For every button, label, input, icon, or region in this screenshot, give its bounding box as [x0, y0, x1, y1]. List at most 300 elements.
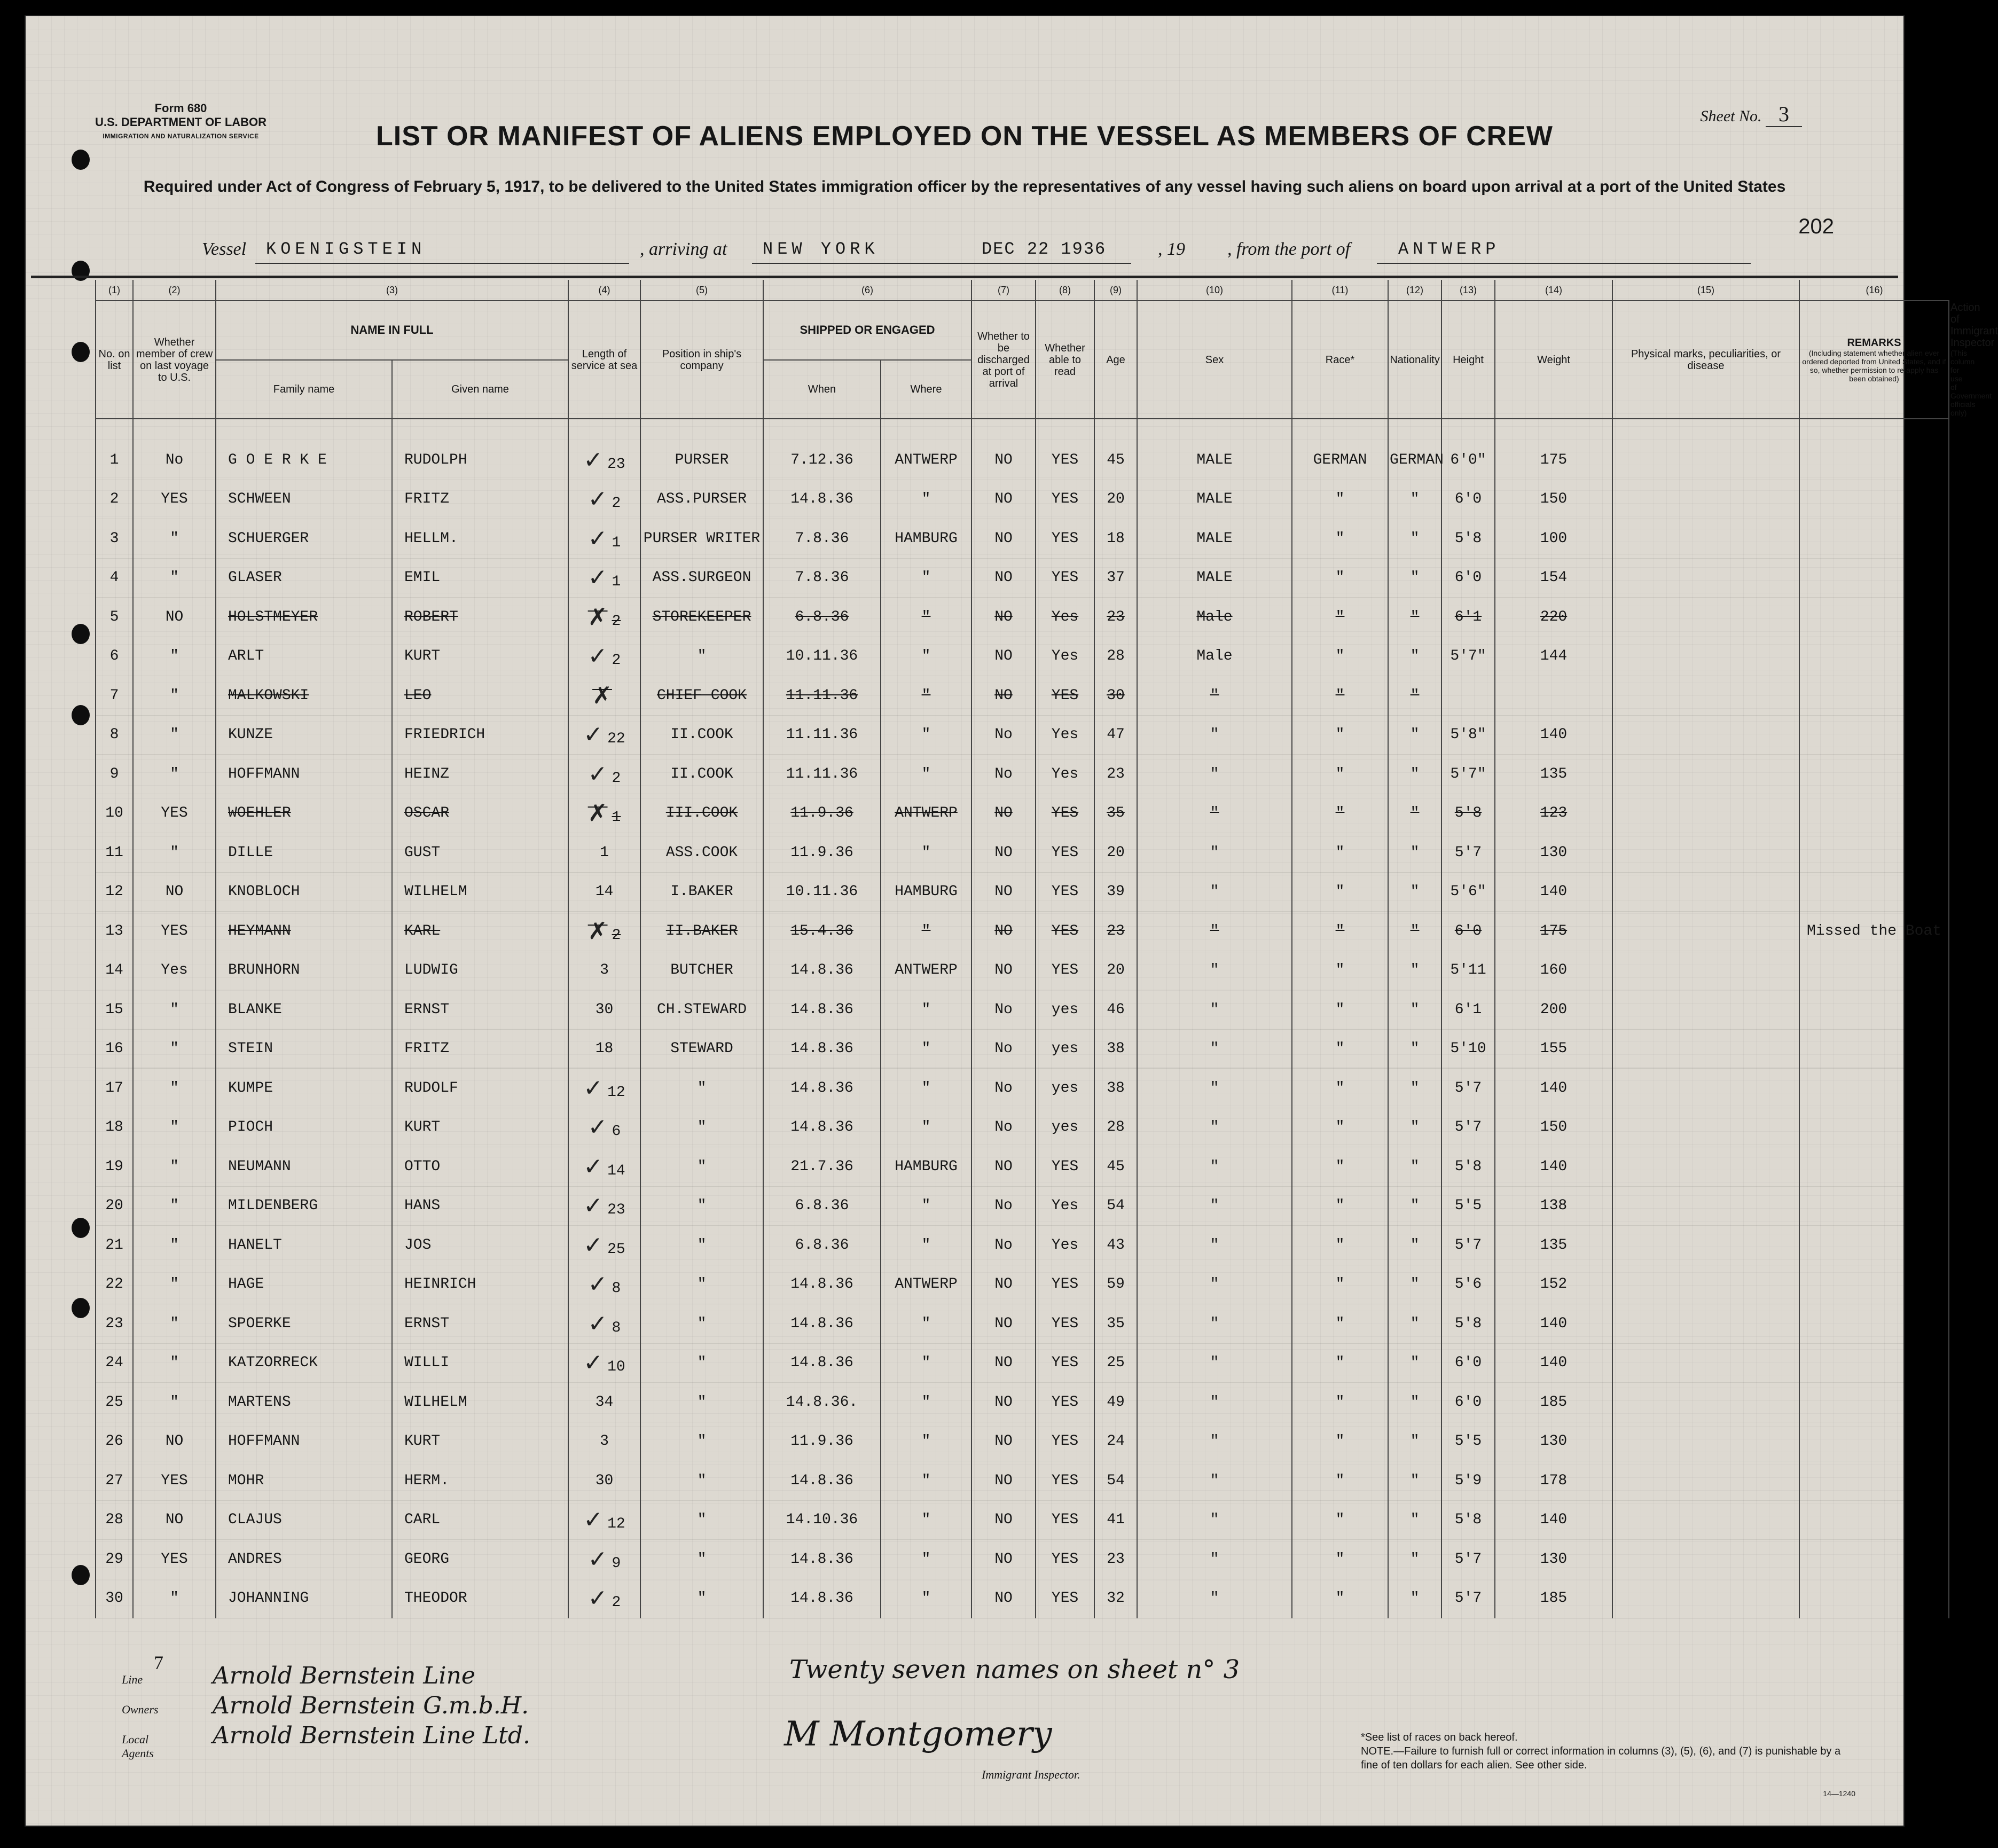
- cell-discharged: NO: [971, 912, 1036, 951]
- table-body: [96, 419, 1949, 1618]
- cell-family-name: KNOBLOCH: [216, 872, 392, 912]
- cell-race: ": [1292, 833, 1388, 873]
- cell-height: 5'6: [1441, 1265, 1495, 1304]
- cell-sex: ": [1137, 1029, 1292, 1069]
- cell-row-number: 27: [96, 1461, 133, 1501]
- cell-position: II.COOK: [640, 715, 763, 755]
- cell-shipped-when: 14.8.36: [763, 1461, 881, 1501]
- cell-sex: ": [1137, 1304, 1292, 1344]
- cell-family-name: MARTENS: [216, 1383, 392, 1422]
- cell-length-service: [568, 419, 640, 480]
- underline: [971, 263, 1131, 264]
- cell-shipped-where: ": [881, 912, 971, 951]
- cell-age: 54: [1094, 1186, 1137, 1226]
- cell-discharged: NO: [971, 1147, 1036, 1187]
- cell-shipped-when: 7.12.36: [763, 419, 881, 480]
- cell-height: 5'7: [1441, 1540, 1495, 1579]
- cell-family-name: HOFFMANN: [216, 1422, 392, 1461]
- table-row: [96, 419, 1949, 480]
- cell-race: ": [1292, 1422, 1388, 1461]
- cell-age: 38: [1094, 1029, 1137, 1069]
- cell-shipped-when: 7.8.36: [763, 558, 881, 598]
- check-mark: ✓: [583, 1506, 604, 1534]
- cell-given-name: ERNST: [392, 990, 568, 1030]
- cell-remarks: [1799, 833, 1949, 873]
- cell-race: ": [1292, 1186, 1388, 1226]
- vessel-line: [202, 239, 1818, 267]
- cell-discharged: No: [971, 1226, 1036, 1265]
- cell-age: 24: [1094, 1422, 1137, 1461]
- cell-physical-marks: [1612, 872, 1799, 912]
- cell-shipped-when: 14.8.36: [763, 480, 881, 519]
- cell-given-name: KARL: [392, 912, 568, 951]
- cell-able-read: yes: [1036, 1069, 1094, 1108]
- cell-row-number: 1: [96, 419, 133, 480]
- manifest-sheet: [25, 15, 1998, 1827]
- cell-race: ": [1292, 1383, 1388, 1422]
- cell-position: CH.STEWARD: [640, 990, 763, 1030]
- cell-sex: Male: [1137, 637, 1292, 676]
- table-row: [96, 794, 1949, 833]
- cell-sex: MALE: [1137, 558, 1292, 598]
- cell-length-service: [568, 1226, 640, 1265]
- cell-shipped-when: 21.7.36: [763, 1147, 881, 1187]
- cell-nationality: ": [1388, 1579, 1441, 1618]
- cell-prev-voyage: YES: [133, 480, 216, 519]
- check-mark: ✓: [587, 1271, 608, 1298]
- col-num-3: (3): [216, 280, 568, 301]
- cell-able-read: YES: [1036, 480, 1094, 519]
- cell-sex: ": [1137, 1265, 1292, 1304]
- cell-discharged: No: [971, 1069, 1036, 1108]
- cell-age: 20: [1094, 480, 1137, 519]
- cell-shipped-where: ": [881, 637, 971, 676]
- cell-age: 38: [1094, 1069, 1137, 1108]
- col-num-16: (16): [1799, 280, 1949, 301]
- cell-position: ": [640, 1186, 763, 1226]
- cell-shipped-where: HAMBURG: [881, 519, 971, 559]
- cell-able-read: YES: [1036, 558, 1094, 598]
- cell-age: 23: [1094, 912, 1137, 951]
- page-subtitle: Required under Act of Congress of February 5, 1917, to be delivered to the United States immigration officer by the representatives of any vessel having such aliens on board upon arrival at a port of the United States: [143, 178, 1786, 195]
- cell-length-service: [568, 1540, 640, 1579]
- cell-race: ": [1292, 480, 1388, 519]
- cell-row-number: 19: [96, 1147, 133, 1187]
- cell-given-name: ERNST: [392, 1304, 568, 1344]
- header-rule: [31, 276, 1898, 278]
- cell-row-number: 2: [96, 480, 133, 519]
- header-given-name: Given name: [392, 360, 568, 419]
- cell-shipped-when: 10.11.36: [763, 872, 881, 912]
- cell-sex: ": [1137, 1540, 1292, 1579]
- cell-race: ": [1292, 637, 1388, 676]
- cell-race: ": [1292, 1226, 1388, 1265]
- cell-sex: ": [1137, 1108, 1292, 1147]
- header-no-on-list: No. on list: [96, 301, 133, 419]
- from-label: , from the port of: [1227, 239, 1351, 259]
- cell-remarks: [1799, 676, 1949, 716]
- cell-row-number: 20: [96, 1186, 133, 1226]
- cell-position: ": [640, 1069, 763, 1108]
- cell-height: 5'10: [1441, 1029, 1495, 1069]
- cell-length-service: [568, 1186, 640, 1226]
- punch-hole: [72, 705, 90, 725]
- cell-weight: 130: [1495, 1540, 1612, 1579]
- cell-race: ": [1292, 1265, 1388, 1304]
- cell-row-number: 28: [96, 1500, 133, 1540]
- cell-race: ": [1292, 598, 1388, 637]
- cell-row-number: 11: [96, 833, 133, 873]
- cell-given-name: KURT: [392, 637, 568, 676]
- cell-discharged: NO: [971, 598, 1036, 637]
- service-years: 6: [612, 1123, 621, 1140]
- col-num-11: (11): [1292, 280, 1388, 301]
- cell-weight: 144: [1495, 637, 1612, 676]
- cell-shipped-when: 14.8.36: [763, 1069, 881, 1108]
- cell-shipped-where: ": [881, 480, 971, 519]
- cell-discharged: NO: [971, 1265, 1036, 1304]
- cell-shipped-when: 10.11.36: [763, 637, 881, 676]
- cell-able-read: YES: [1036, 1540, 1094, 1579]
- cell-height: 6'1: [1441, 598, 1495, 637]
- cell-race: ": [1292, 1579, 1388, 1618]
- cell-family-name: HOFFMANN: [216, 755, 392, 794]
- cell-given-name: GUST: [392, 833, 568, 873]
- cell-prev-voyage: ": [133, 755, 216, 794]
- header-when: When: [763, 360, 881, 419]
- cell-shipped-when: 14.8.36: [763, 1540, 881, 1579]
- cell-able-read: Yes: [1036, 1186, 1094, 1226]
- stamp-number: 202: [1798, 215, 1834, 238]
- cell-weight: 100: [1495, 519, 1612, 559]
- cell-able-read: YES: [1036, 1147, 1094, 1187]
- cell-discharged: NO: [971, 1304, 1036, 1344]
- table-row: [96, 1579, 1949, 1618]
- cell-remarks: [1799, 990, 1949, 1030]
- cell-position: ": [640, 1461, 763, 1501]
- cell-shipped-when: 14.8.36: [763, 1343, 881, 1383]
- cell-row-number: 29: [96, 1540, 133, 1579]
- cell-nationality: ": [1388, 480, 1441, 519]
- cell-discharged: No: [971, 755, 1036, 794]
- cell-height: 5'6": [1441, 872, 1495, 912]
- cell-given-name: LUDWIG: [392, 951, 568, 990]
- cell-prev-voyage: Yes: [133, 951, 216, 990]
- cell-row-number: 16: [96, 1029, 133, 1069]
- cell-family-name: MALKOWSKI: [216, 676, 392, 716]
- cell-able-read: YES: [1036, 419, 1094, 480]
- arriving-port: NEW YORK: [763, 239, 879, 259]
- cell-shipped-when: 14.8.36: [763, 1579, 881, 1618]
- footnotes: [1361, 1730, 1842, 1772]
- cell-discharged: NO: [971, 872, 1036, 912]
- cell-nationality: ": [1388, 1108, 1441, 1147]
- cell-race: ": [1292, 912, 1388, 951]
- cell-prev-voyage: NO: [133, 598, 216, 637]
- cell-given-name: GEORG: [392, 1540, 568, 1579]
- check-mark: ✓: [583, 721, 604, 749]
- cell-weight: 185: [1495, 1383, 1612, 1422]
- cell-nationality: ": [1388, 1461, 1441, 1501]
- cell-remarks: Missed the Boat: [1799, 912, 1949, 951]
- cell-remarks: [1799, 1422, 1949, 1461]
- cell-shipped-when: 14.8.36: [763, 1304, 881, 1344]
- cell-shipped-when: 11.9.36: [763, 833, 881, 873]
- cell-race: ": [1292, 1461, 1388, 1501]
- cell-height: 5'7: [1441, 1226, 1495, 1265]
- owners-value: Arnold Bernstein G.m.b.H.: [213, 1692, 529, 1719]
- cell-position: STEWARD: [640, 1029, 763, 1069]
- cell-row-number: 10: [96, 794, 133, 833]
- cell-row-number: 26: [96, 1422, 133, 1461]
- cell-remarks: [1799, 1461, 1949, 1501]
- cell-row-number: 7: [96, 676, 133, 716]
- cell-shipped-where: ": [881, 1069, 971, 1108]
- cell-physical-marks: [1612, 990, 1799, 1030]
- cell-position: ": [640, 1500, 763, 1540]
- cell-prev-voyage: ": [133, 1579, 216, 1618]
- cell-able-read: YES: [1036, 1304, 1094, 1344]
- agents-label: Local Agents: [122, 1733, 154, 1760]
- cell-sex: MALE: [1137, 519, 1292, 559]
- cell-length-service: [568, 1147, 640, 1187]
- cell-height: 5'7: [1441, 1108, 1495, 1147]
- cell-race: ": [1292, 1540, 1388, 1579]
- cell-family-name: HOLSTMEYER: [216, 598, 392, 637]
- service-years: 2: [612, 613, 621, 630]
- col-num-5: (5): [640, 280, 763, 301]
- cell-height: 5'7": [1441, 755, 1495, 794]
- cell-sex: ": [1137, 1186, 1292, 1226]
- cell-nationality: ": [1388, 1029, 1441, 1069]
- cell-physical-marks: [1612, 951, 1799, 990]
- cell-discharged: NO: [971, 1422, 1036, 1461]
- vessel-name: KOENIGSTEIN: [266, 239, 426, 259]
- table-row: [96, 990, 1949, 1030]
- cell-able-read: YES: [1036, 872, 1094, 912]
- table-row: [96, 598, 1949, 637]
- cell-weight: 140: [1495, 1147, 1612, 1187]
- check-mark: ✓: [583, 1192, 604, 1220]
- cell-age: 37: [1094, 558, 1137, 598]
- cell-sex: ": [1137, 912, 1292, 951]
- cell-length-service: [568, 1304, 640, 1344]
- cell-family-name: CLAJUS: [216, 1500, 392, 1540]
- cell-able-read: YES: [1036, 1579, 1094, 1618]
- cell-race: ": [1292, 558, 1388, 598]
- check-mark: ✓: [587, 564, 608, 592]
- cell-discharged: NO: [971, 480, 1036, 519]
- cell-sex: ": [1137, 1343, 1292, 1383]
- cell-family-name: ARLT: [216, 637, 392, 676]
- cell-discharged: NO: [971, 1343, 1036, 1383]
- cell-able-read: YES: [1036, 1343, 1094, 1383]
- cell-physical-marks: [1612, 676, 1799, 716]
- cell-row-number: 6: [96, 637, 133, 676]
- cell-nationality: ": [1388, 1069, 1441, 1108]
- cell-height: 5'5: [1441, 1422, 1495, 1461]
- cell-shipped-when: 6.8.36: [763, 598, 881, 637]
- cell-physical-marks: [1612, 1383, 1799, 1422]
- inspector-label: Immigrant Inspector.: [982, 1768, 1080, 1781]
- check-mark: ✓: [587, 486, 608, 513]
- cell-given-name: OSCAR: [392, 794, 568, 833]
- cell-shipped-when: 6.8.36: [763, 1186, 881, 1226]
- cell-position: STOREKEEPER: [640, 598, 763, 637]
- check-mark: ✓: [587, 1114, 608, 1141]
- cell-shipped-when: 6.8.36: [763, 1226, 881, 1265]
- cell-race: ": [1292, 676, 1388, 716]
- cell-shipped-where: ": [881, 1304, 971, 1344]
- cell-row-number: 13: [96, 912, 133, 951]
- service-years: 25: [607, 1241, 625, 1258]
- check-mark: ✓: [583, 446, 604, 474]
- cell-prev-voyage: ": [133, 1069, 216, 1108]
- cell-height: 5'11: [1441, 951, 1495, 990]
- cell-weight: 152: [1495, 1265, 1612, 1304]
- col-num-6: (6): [763, 280, 971, 301]
- cell-given-name: WILHELM: [392, 1383, 568, 1422]
- cell-position: III.COOK: [640, 794, 763, 833]
- cell-shipped-when: 14.8.36: [763, 990, 881, 1030]
- cell-race: ": [1292, 1029, 1388, 1069]
- table-row: [96, 676, 1949, 716]
- cell-able-read: yes: [1036, 1108, 1094, 1147]
- cell-given-name: EMIL: [392, 558, 568, 598]
- cell-sex: ": [1137, 1147, 1292, 1187]
- cell-discharged: No: [971, 990, 1036, 1030]
- cell-discharged: NO: [971, 833, 1036, 873]
- table-row: [96, 1226, 1949, 1265]
- cell-family-name: GLASER: [216, 558, 392, 598]
- cell-weight: 140: [1495, 1069, 1612, 1108]
- form-number: Form 680: [154, 101, 207, 115]
- cell-discharged: NO: [971, 1540, 1036, 1579]
- cell-remarks: [1799, 1069, 1949, 1108]
- service-years: 10: [607, 1359, 625, 1376]
- cell-weight: 200: [1495, 990, 1612, 1030]
- cell-position: ": [640, 1108, 763, 1147]
- cell-discharged: NO: [971, 558, 1036, 598]
- cell-shipped-when: 14.8.36: [763, 1029, 881, 1069]
- cell-prev-voyage: ": [133, 1383, 216, 1422]
- cell-physical-marks: [1612, 1147, 1799, 1187]
- cell-position: CHIEF COOK: [640, 676, 763, 716]
- cell-sex: ": [1137, 755, 1292, 794]
- cell-given-name: FRIEDRICH: [392, 715, 568, 755]
- cell-shipped-where: HAMBURG: [881, 1147, 971, 1187]
- cell-physical-marks: [1612, 1422, 1799, 1461]
- service-years: 23: [607, 456, 625, 473]
- cell-length-service: [568, 637, 640, 676]
- print-number: 14—1240: [1823, 1789, 1855, 1798]
- punch-hole: [72, 624, 90, 644]
- cell-row-number: 15: [96, 990, 133, 1030]
- check-mark: ✗: [587, 800, 608, 827]
- cell-shipped-when: 11.11.36: [763, 755, 881, 794]
- cell-length-service: [568, 794, 640, 833]
- service-years: 14: [607, 1162, 625, 1179]
- table-row: [96, 1540, 1949, 1579]
- cell-shipped-where: ANTWERP: [881, 1265, 971, 1304]
- table-row: [96, 1343, 1949, 1383]
- cell-length-service: [568, 1579, 640, 1618]
- cell-height: 5'8: [1441, 1500, 1495, 1540]
- cell-weight: 140: [1495, 1343, 1612, 1383]
- cell-physical-marks: [1612, 1461, 1799, 1501]
- cell-remarks: [1799, 419, 1949, 480]
- cell-prev-voyage: ": [133, 1265, 216, 1304]
- service-years: 23: [607, 1202, 625, 1219]
- cell-weight: 154: [1495, 558, 1612, 598]
- cell-remarks: [1799, 1383, 1949, 1422]
- cell-height: 5'8: [1441, 519, 1495, 559]
- cell-able-read: Yes: [1036, 755, 1094, 794]
- cell-remarks: [1799, 1265, 1949, 1304]
- cell-prev-voyage: ": [133, 1226, 216, 1265]
- table-row: [96, 1108, 1949, 1147]
- cell-race: ": [1292, 1069, 1388, 1108]
- table-row: [96, 872, 1949, 912]
- cell-age: 46: [1094, 990, 1137, 1030]
- arrival-date: DEC 22 1936: [982, 239, 1107, 259]
- col-num-12: (12): [1388, 280, 1441, 301]
- line-value: Arnold Bernstein Line: [213, 1662, 475, 1689]
- cell-height: 5'7": [1441, 637, 1495, 676]
- cell-age: 20: [1094, 833, 1137, 873]
- cell-family-name: BLANKE: [216, 990, 392, 1030]
- cell-length-service: 30: [568, 1461, 640, 1501]
- cell-height: 5'5: [1441, 1186, 1495, 1226]
- cell-prev-voyage: ": [133, 558, 216, 598]
- arriving-label: , arriving at: [640, 239, 727, 259]
- cell-sex: MALE: [1137, 419, 1292, 480]
- cell-remarks: [1799, 1500, 1949, 1540]
- cell-length-service: [568, 912, 640, 951]
- cell-height: 5'9: [1441, 1461, 1495, 1501]
- cell-sex: ": [1137, 1500, 1292, 1540]
- cell-weight: 123: [1495, 794, 1612, 833]
- cell-given-name: HEINRICH: [392, 1265, 568, 1304]
- table-row: [96, 755, 1949, 794]
- cell-physical-marks: [1612, 598, 1799, 637]
- service-years: 2: [612, 652, 621, 669]
- cell-length-service: [568, 1500, 640, 1540]
- cell-race: ": [1292, 755, 1388, 794]
- check-mark: ✗: [587, 917, 608, 945]
- service-years: 22: [607, 731, 625, 748]
- col-num-10: (10): [1137, 280, 1292, 301]
- cell-family-name: NEUMANN: [216, 1147, 392, 1187]
- cell-height: 6'0: [1441, 1343, 1495, 1383]
- cell-shipped-where: ANTWERP: [881, 794, 971, 833]
- cell-weight: 155: [1495, 1029, 1612, 1069]
- cell-age: 28: [1094, 637, 1137, 676]
- check-mark: ✓: [587, 643, 608, 670]
- col-num-1: (1): [96, 280, 133, 301]
- service-years: 12: [607, 1084, 625, 1101]
- cell-prev-voyage: No: [133, 419, 216, 480]
- table-row: [96, 1422, 1949, 1461]
- cell-length-service: [568, 598, 640, 637]
- cell-remarks: [1799, 755, 1949, 794]
- cell-physical-marks: [1612, 637, 1799, 676]
- cell-remarks: [1799, 598, 1949, 637]
- cell-remarks: [1799, 1304, 1949, 1344]
- punch-hole: [72, 342, 90, 362]
- cell-able-read: Yes: [1036, 1226, 1094, 1265]
- cell-age: 54: [1094, 1461, 1137, 1501]
